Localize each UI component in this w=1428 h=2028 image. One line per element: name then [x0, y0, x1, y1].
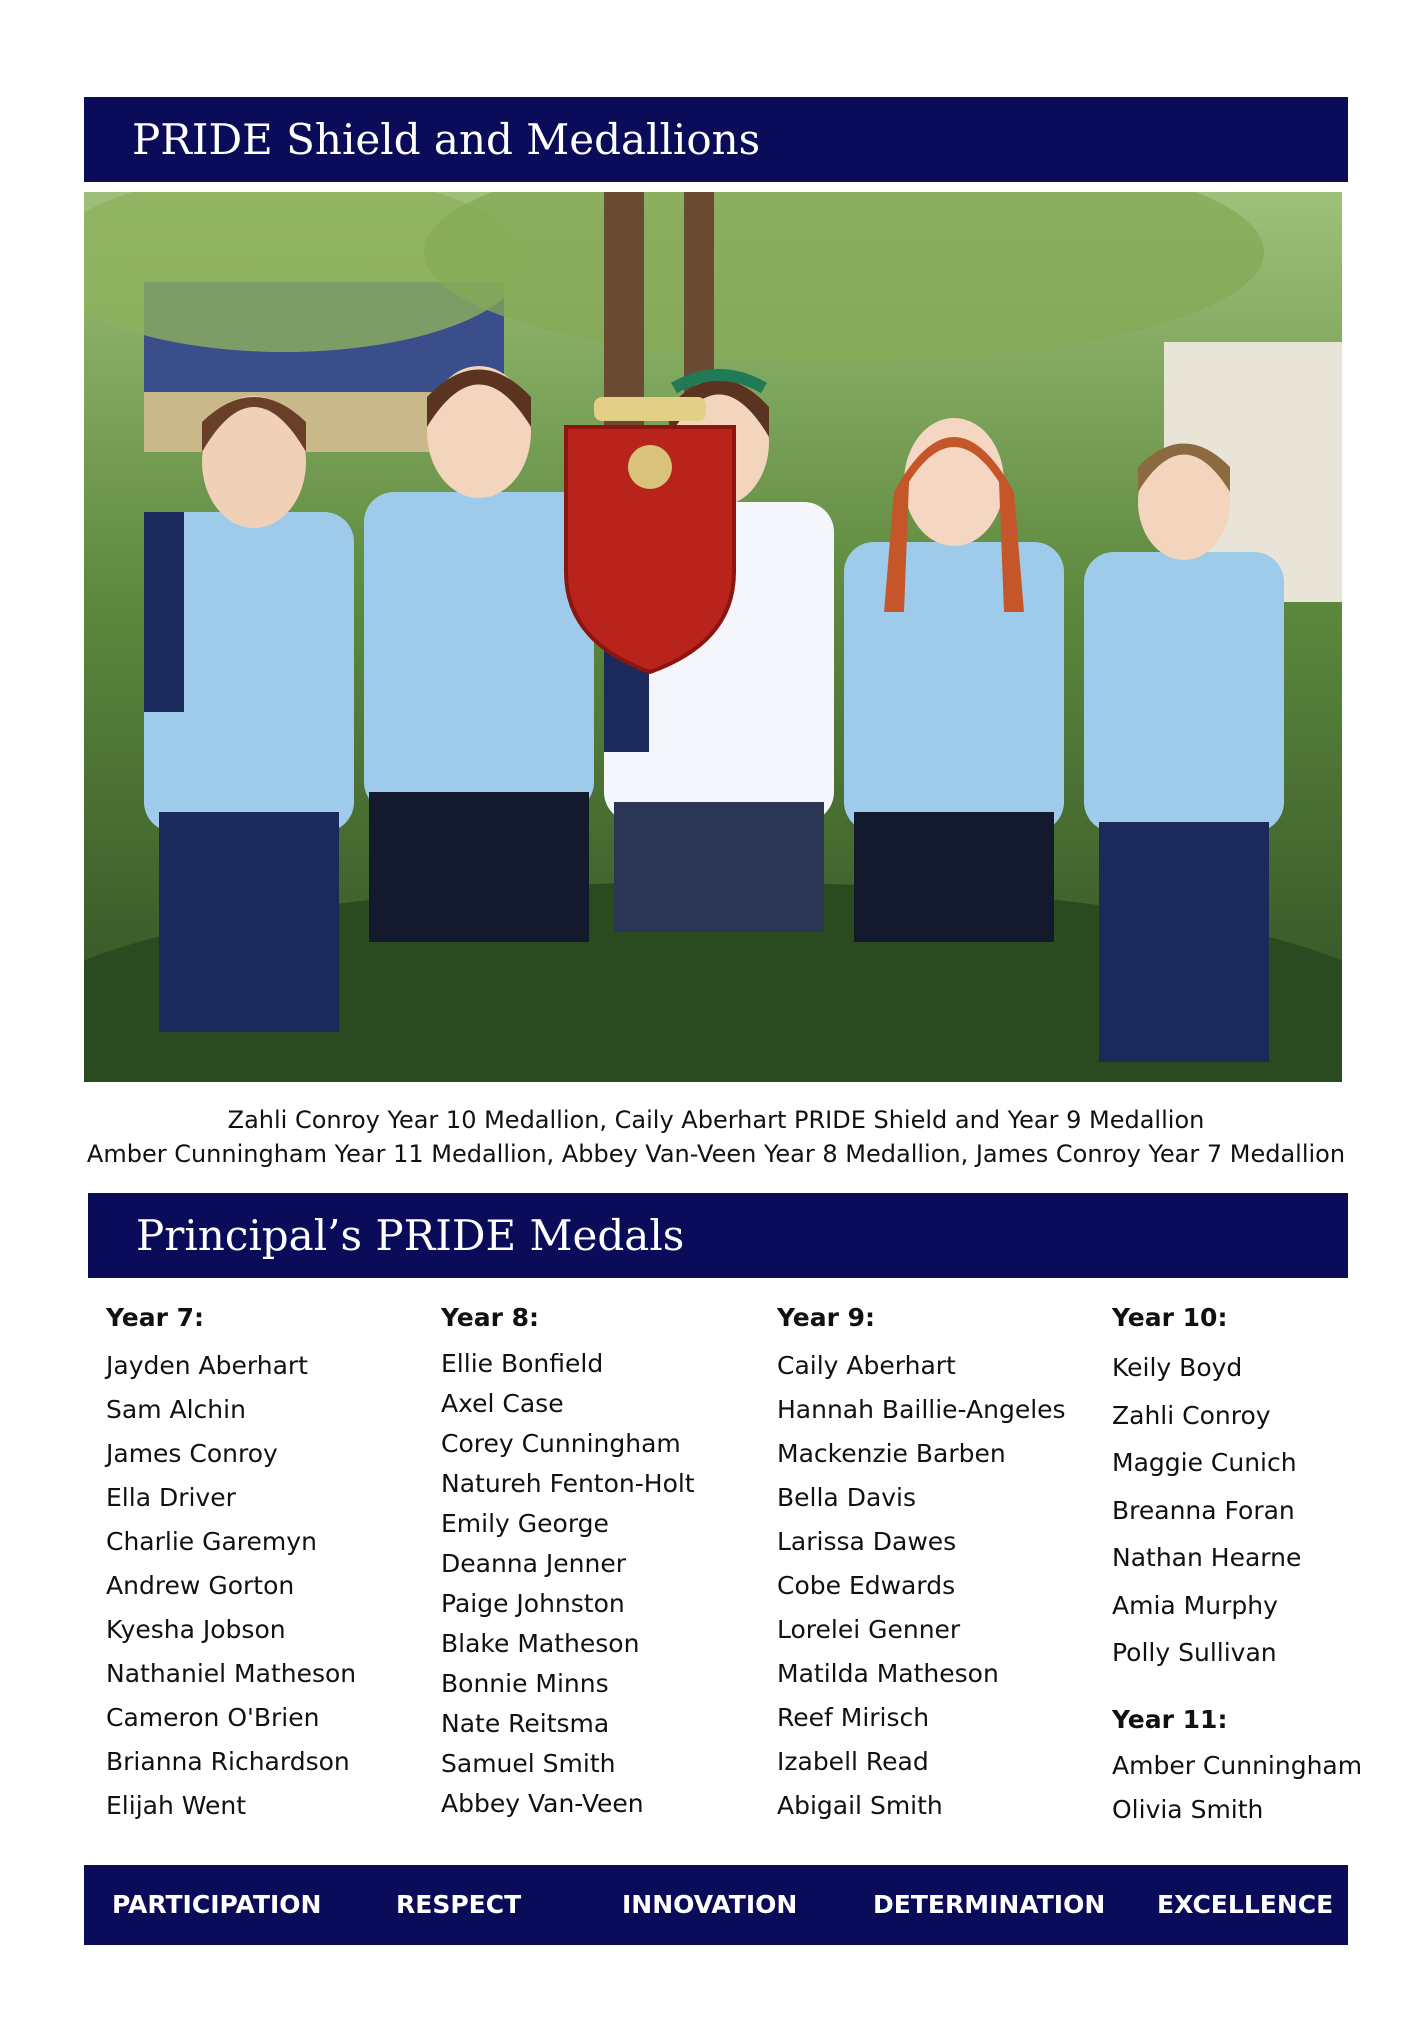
- student-name: Larissa Dawes: [777, 1527, 957, 1556]
- students-with-shield-image: [84, 192, 1342, 1082]
- year-7-list: [106, 1300, 426, 1828]
- student-name: Corey Cunningham: [441, 1429, 681, 1458]
- student-name: Jayden Aberhart: [106, 1351, 308, 1380]
- student-name: Mackenzie Barben: [777, 1439, 1006, 1468]
- year-heading: Year 9:: [777, 1303, 876, 1332]
- student-name: Nathaniel Matheson: [106, 1659, 357, 1688]
- year-10-list: [1112, 1300, 1428, 1677]
- group-photo: [84, 192, 1342, 1082]
- student-name: Nathan Hearne: [1112, 1543, 1302, 1572]
- photo-caption-line-1: Zahli Conroy Year 10 Medallion, Caily Aberhart PRIDE Shield and Year 9 Medallion: [227, 1106, 1205, 1134]
- value-innovation: INNOVATION: [622, 1890, 798, 1919]
- student-name: Amia Murphy: [1112, 1590, 1278, 1620]
- student-name: Matilda Matheson: [777, 1659, 999, 1688]
- student-name: Bonnie Minns: [441, 1669, 609, 1698]
- value-excellence: EXCELLENCE: [1157, 1890, 1334, 1919]
- student-name: Abbey Van-Veen: [441, 1789, 644, 1818]
- student-name: Bella Davis: [777, 1483, 917, 1512]
- student-name: Charlie Garemyn: [106, 1527, 317, 1556]
- value-participation: PARTICIPATION: [112, 1890, 322, 1919]
- student-name: Nate Reitsma: [441, 1709, 610, 1738]
- student-name: Caily Aberhart: [777, 1351, 956, 1380]
- student-name: Natureh Fenton-Holt: [441, 1469, 695, 1498]
- student-name: Ella Driver: [106, 1483, 236, 1512]
- student-name: Maggie Cunich: [1112, 1448, 1297, 1477]
- student-name: Ellie Bonfield: [441, 1349, 604, 1378]
- student-name: Polly Sullivan: [1112, 1638, 1277, 1667]
- student-name: Izabell Read: [777, 1747, 929, 1776]
- year-11-list: [1112, 1700, 1362, 1832]
- student-name: Axel Case: [441, 1389, 564, 1418]
- student-name: Elijah Went: [106, 1791, 247, 1820]
- year-heading: Year 10:: [1112, 1303, 1228, 1332]
- student-name: Keily Boyd: [1112, 1353, 1243, 1382]
- value-determination: DETERMINATION: [873, 1890, 1106, 1919]
- student-name: Blake Matheson: [441, 1629, 640, 1658]
- value-respect: RESPECT: [396, 1890, 522, 1919]
- year-heading: Year 11:: [1112, 1705, 1228, 1734]
- section-banner-shield: [84, 97, 1348, 182]
- student-name: Cobe Edwards: [777, 1571, 956, 1600]
- student-name: Abigail Smith: [777, 1791, 943, 1820]
- student-name: Amber Cunningham: [1112, 1751, 1363, 1780]
- student-name: Andrew Gorton: [106, 1571, 295, 1600]
- student-name: James Conroy: [106, 1439, 278, 1468]
- photo-caption-line-2: Amber Cunningham Year 11 Medallion, Abbey Van-Veen Year 8 Medallion, James Conroy Year 7 Medallion: [86, 1140, 1346, 1168]
- student-name: Lorelei Genner: [777, 1615, 961, 1644]
- student-name: Olivia Smith: [1112, 1795, 1264, 1824]
- student-name: Reef Mirisch: [777, 1703, 930, 1732]
- student-name: Zahli Conroy: [1112, 1400, 1271, 1430]
- section-title: PRIDE Shield and Medallions: [132, 115, 761, 164]
- year-8-list: [441, 1300, 761, 1824]
- year-9-list: [777, 1300, 1097, 1828]
- student-name: Samuel Smith: [441, 1749, 616, 1778]
- student-name: Kyesha Jobson: [106, 1615, 286, 1644]
- shield: [566, 397, 734, 672]
- year-heading: Year 7:: [106, 1303, 205, 1332]
- student-name: Breanna Foran: [1112, 1495, 1295, 1525]
- student-name: Sam Alchin: [106, 1395, 246, 1424]
- student-name: Hannah Baillie-Angeles: [777, 1395, 1066, 1424]
- section-title: Principal’s PRIDE Medals: [136, 1211, 685, 1260]
- student-name: Cameron O'Brien: [106, 1703, 320, 1732]
- year-heading: Year 8:: [441, 1303, 540, 1332]
- student-name: Paige Johnston: [441, 1589, 625, 1618]
- student-name: Deanna Jenner: [441, 1549, 627, 1578]
- section-banner-medals: [88, 1193, 1348, 1278]
- values-footer: [84, 1865, 1348, 1945]
- student-name: Emily George: [441, 1509, 609, 1538]
- student-name: Brianna Richardson: [106, 1747, 350, 1776]
